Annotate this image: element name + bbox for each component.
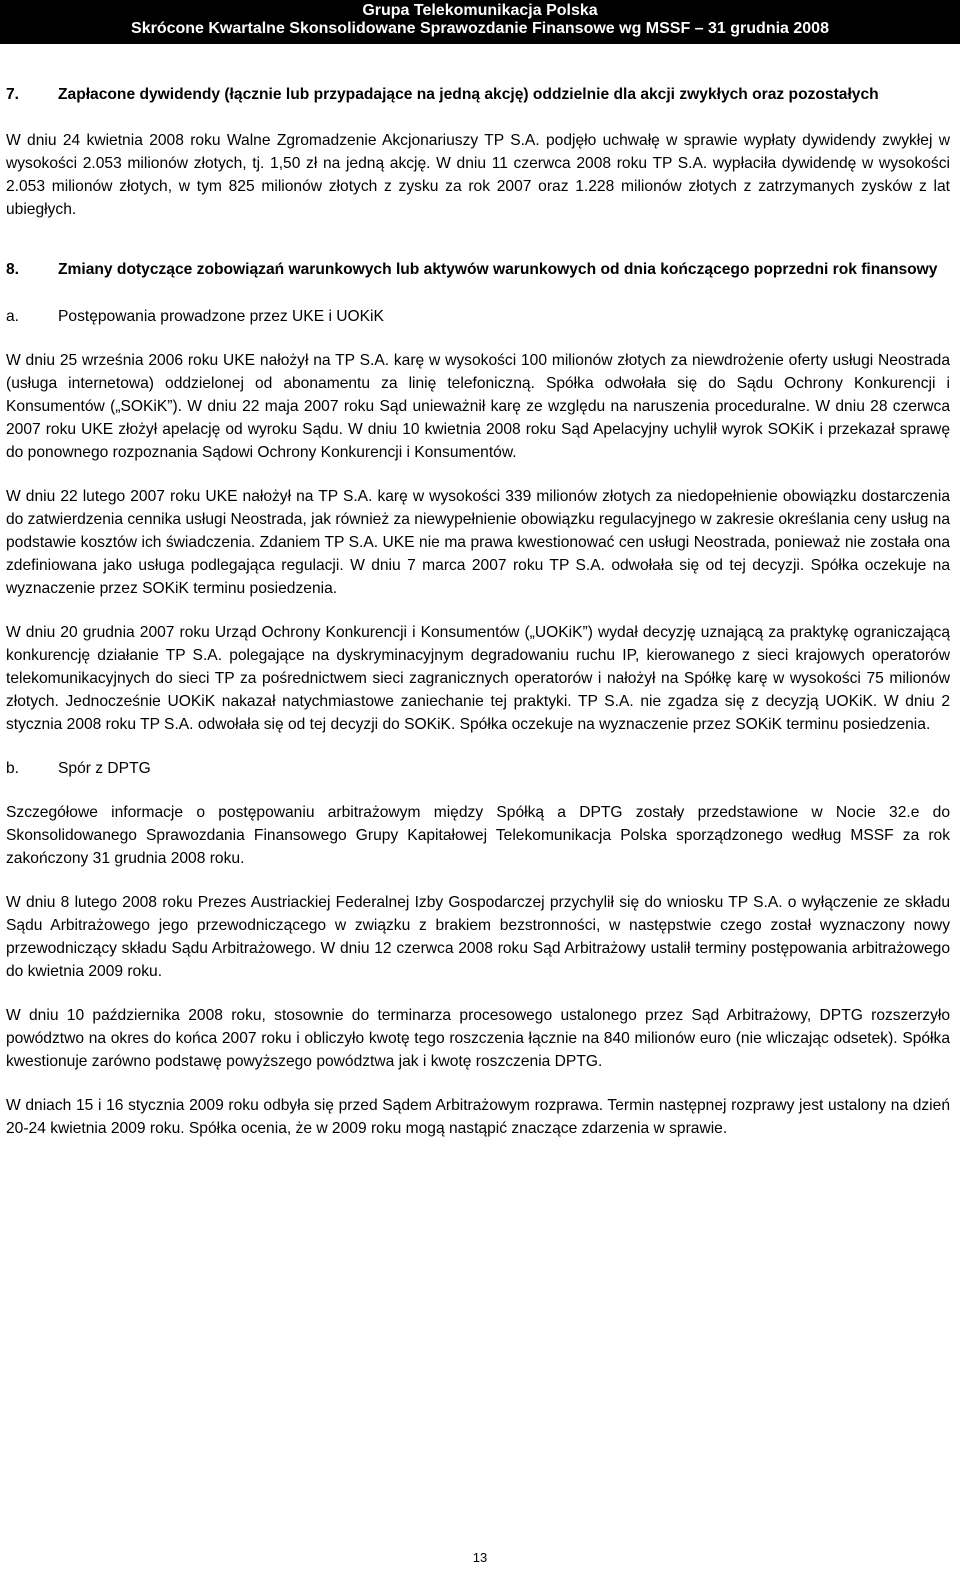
- subsection-b-paragraph-2: W dniu 8 lutego 2008 roku Prezes Austriackiej Federalnej Izby Gospodarczej przychylił się do wniosku TP S.A. o wyłączenie ze składu Sądu Arbitrażowego jego przewodniczącego w związku z brakiem bezstronności, w następstwie czego został wyznaczony nowy przewodniczący składu Sądu Arbitrażowego. W dniu 12 czerwca 2008 roku Sąd Arbitrażowy ustalił terminy postępowania arbitrażowego do kwietnia 2009 roku.: [6, 894, 950, 980]
- subsection-b-heading: [6, 757, 950, 780]
- page-number: 13: [472, 1550, 488, 1565]
- subsection-a-heading: [6, 305, 950, 328]
- subsection-b-paragraph-3: W dniu 10 października 2008 roku, stosownie do terminarza procesowego ustalonego przez Sąd Arbitrażowy, DPTG rozszerzyło powództwo na okres do końca 2007 roku i obliczyło kwotę tego roszczenia łącznie na 840 milionów euro (nie wliczając odsetek). Spółka kwestionuje zarówno podstawę powyższego powództwa jak i kwotę roszczenia DPTG.: [6, 1007, 950, 1070]
- header-company-name: Grupa Telekomunikacja Polska: [362, 2, 598, 19]
- section-7-paragraph: W dniu 24 kwietnia 2008 roku Walne Zgromadzenie Akcjonariuszy TP S.A. podjęło uchwałę w sprawie wypłaty dywidendy zwykłej w wysokości 2.053 milionów złotych, tj. 1,50 zł na jedną akcję. W dniu 11 czerwca 2008 roku TP S.A. wypłaciła dywidendę w wysokości 2.053 milionów złotych, w tym 825 milionów złotych z zysku za rok 2007 oraz 1.228 milionów złotych z zatrzymanych zysków z lat ubiegłych.: [6, 132, 950, 218]
- section-7-heading: [6, 83, 950, 106]
- subsection-a-paragraph-3: W dniu 20 grudnia 2007 roku Urząd Ochrony Konkurencji i Konsumentów („UOKiK”) wydał decyzję uznającą za praktykę ograniczającą konkurencję działanie TP S.A. polegające na dyskryminacyjnym degradowaniu ruchu IP, kierowanego z sieci krajowych operatorów telekomunikacyjnych do sieci TP za pośrednictwem sieci zagranicznych operatorów i nałożył na Spółkę karę w wysokości 75 milionów złotych. Jednocześnie UOKiK nakazał natychmiastowe zaniechanie tej praktyki. TP S.A. nie zgadza się z decyzją UOKiK. W dniu 2 stycznia 2008 roku TP S.A. odwołała się od tej decyzji do SOKiK. Spółka oczekuje na wyznaczenie przez SOKiK terminu posiedzenia.: [6, 624, 950, 733]
- document-header: [0, 0, 960, 44]
- section-7-number: 7.: [6, 86, 20, 103]
- subsection-b-paragraph-1: Szczegółowe informacje o postępowaniu arbitrażowym między Spółką a DPTG zostały przedstawione w Nocie 32.e do Skonsolidowanego Sprawozdania Finansowego Grupy Kapitałowej Telekomunikacja Polska sporządzonego według MSSF za rok zakończony 31 grudnia 2008 roku.: [6, 804, 950, 867]
- subsection-a-paragraph-2: W dniu 22 lutego 2007 roku UKE nałożył na TP S.A. karę w wysokości 339 milionów złotych za niedopełnienie obowiązku dostarczenia do zatwierdzenia cennika usługi Neostrada, jak również za niewypełnienie obowiązku regulacyjnego w zakresie określania ceny usług na podstawie kosztów ich świadczenia. Zdaniem TP S.A. UKE nie ma prawa kwestionować cen usługi Neostrada, ponieważ nie została ona zdefiniowana jako usługa podlegająca regulacji. W dniu 7 marca 2007 roku TP S.A. odwołała się od tej decyzji. Spółka oczekuje na wyznaczenie przez SOKiK terminu posiedzenia.: [6, 488, 950, 597]
- section-8-number: 8.: [6, 261, 20, 278]
- section-8-title: Zmiany dotyczące zobowiązań warunkowych lub aktywów warunkowych od dnia kończącego poprzedni rok finansowy: [58, 261, 938, 278]
- subsection-b-title: Spór z DPTG: [58, 760, 151, 777]
- section-8-heading: [6, 258, 950, 281]
- subsection-a-number: a.: [6, 308, 20, 325]
- subsection-a-paragraph-1: W dniu 25 września 2006 roku UKE nałożył na TP S.A. karę w wysokości 100 milionów złotych za niewdrożenie oferty usługi Neostrada (usługa internetowa) oddzielonej od abonamentu za linię telefoniczną. Spółka odwołała się do Sądu Ochrony Konkurencji i Konsumentów („SOKiK”). W dniu 22 maja 2007 roku Sąd unieważnił karę ze względu na naruszenia proceduralne. W dniu 28 czerwca 2007 roku UKE złożył apelację od wyroku Sądu. W dniu 10 kwietnia 2008 roku Sąd Apelacyjny uchylił wyrok SOKiK i przekazał sprawę do ponownego rozpoznania Sądowi Ochrony Konkurencji i Konsumentów.: [6, 352, 950, 461]
- header-report-title: Skrócone Kwartalne Skonsolidowane Sprawozdanie Finansowe wg MSSF – 31 grudnia 2008: [131, 20, 829, 37]
- subsection-b-number: b.: [6, 760, 20, 777]
- subsection-a-title: Postępowania prowadzone przez UKE i UOKiK: [58, 308, 384, 325]
- section-7-title: Zapłacone dywidendy (łącznie lub przypadające na jedną akcję) oddzielnie dla akcji zwykłych oraz pozostałych: [58, 86, 879, 103]
- subsection-b-paragraph-4: W dniach 15 i 16 stycznia 2009 roku odbyła się przed Sądem Arbitrażowym rozprawa. Termin następnej rozprawy jest ustalony na dzień 20-24 kwietnia 2009 roku. Spółka ocenia, że w 2009 roku mogą nastąpić znaczące zdarzenia w sprawie.: [6, 1097, 950, 1137]
- document-body: [6, 83, 950, 1140]
